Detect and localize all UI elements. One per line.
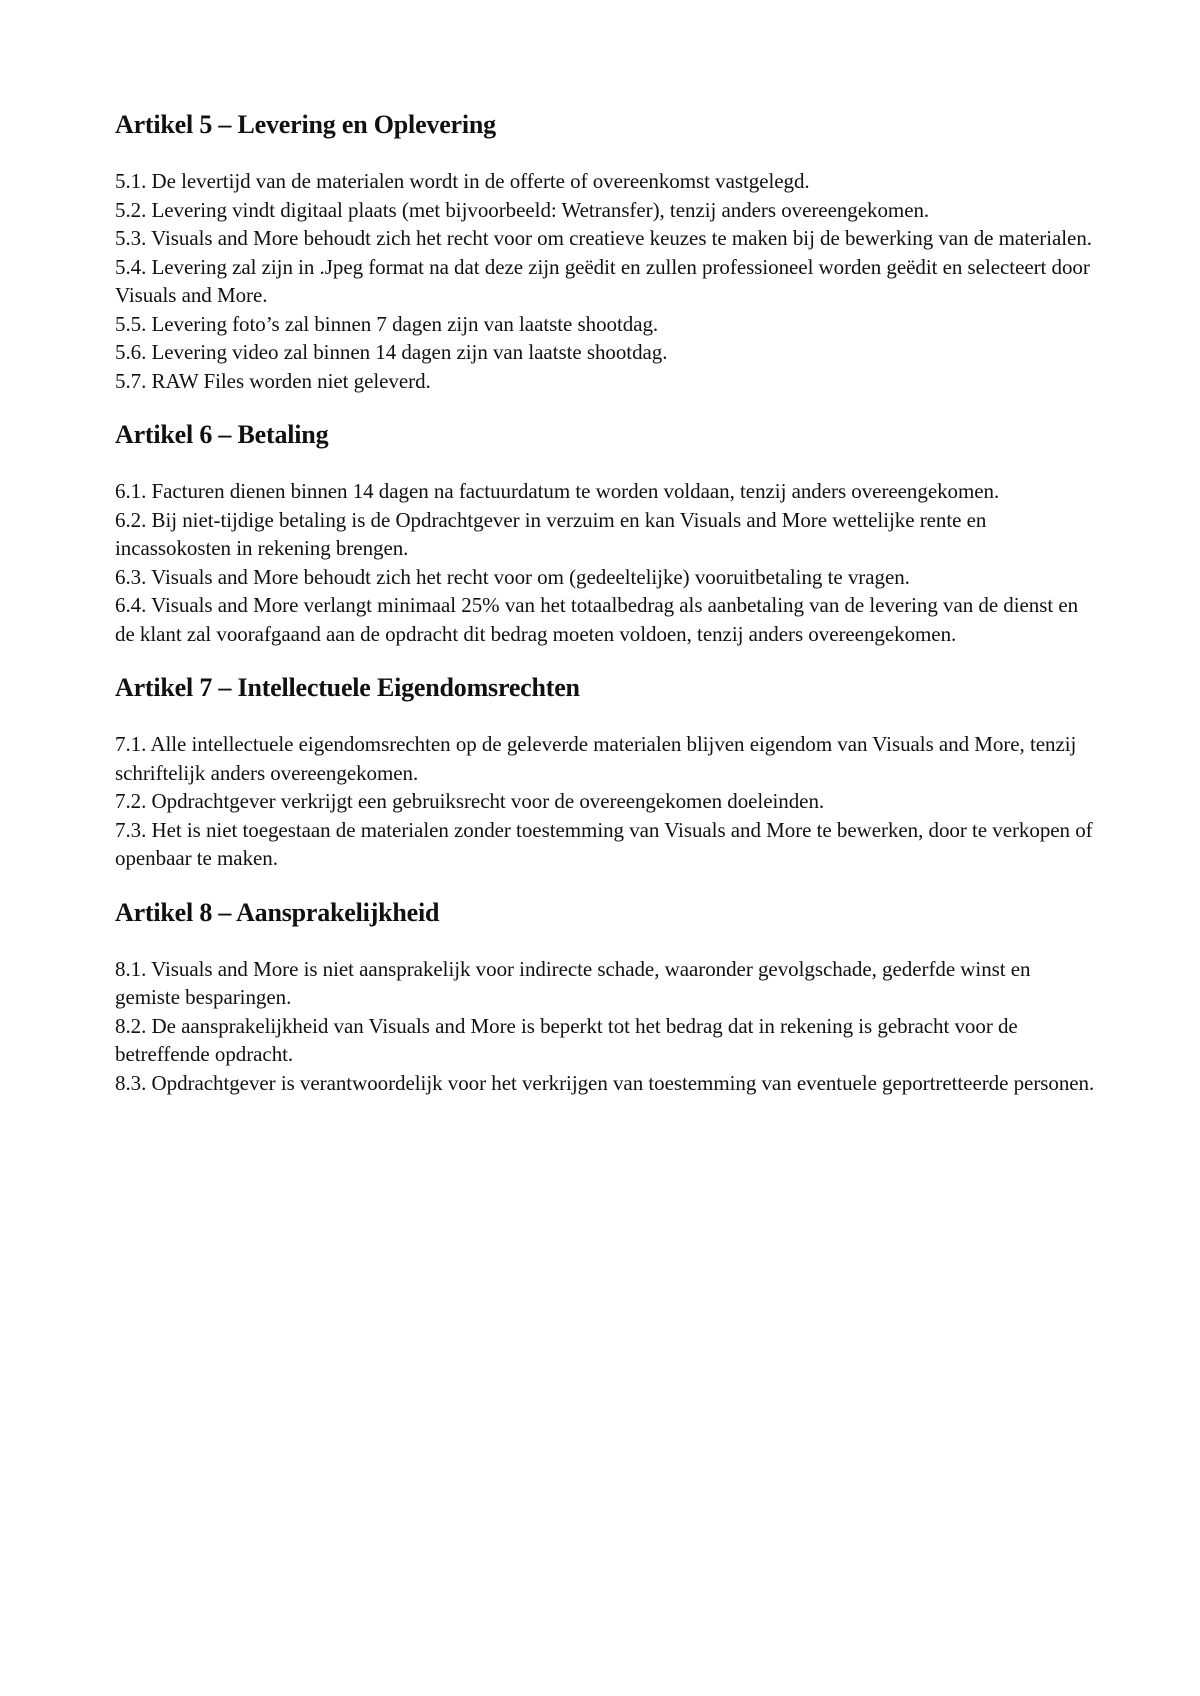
- article-heading: Artikel 5 – Levering en Oplevering: [115, 110, 496, 139]
- clause: 5.1. De levertijd van de materialen wordt in de offerte of overeenkomst vastgelegd.: [115, 169, 810, 193]
- clause: 8.2. De aansprakelijkheid van Visuals and More is beperkt tot het bedrag dat in rekening is gebracht voor de betreffende opdracht.: [115, 1013, 1018, 1066]
- clause: 8.1. Visuals and More is niet aansprakelijk voor indirecte schade, waaronder gevolgschade, gederfde winst en gemiste besparingen.: [115, 956, 1031, 1009]
- clause-list: [115, 167, 1100, 395]
- clause-list: [115, 730, 1100, 873]
- clause-list: [115, 955, 1100, 1098]
- clause-list: [115, 477, 1100, 648]
- article-heading: Artikel 8 – Aansprakelijkheid: [115, 897, 440, 927]
- clause: 7.1. Alle intellectuele eigendomsrechten op de geleverde materialen blijven eigendom van Visuals and More, tenzij schriftelijk anders overeengekomen.: [115, 732, 1077, 785]
- section-artikel-8: [115, 893, 1100, 1098]
- clause: 6.1. Facturen dienen binnen 14 dagen na factuurdatum te worden voldaan, tenzij anders overeengekomen.: [115, 479, 1000, 503]
- clause: 7.3. Het is niet toegestaan de materialen zonder toestemming van Visuals and More te bewerken, door te verkopen of openbaar te maken.: [115, 817, 1093, 870]
- section-artikel-6: [115, 415, 1100, 648]
- clause: 7.2. Opdrachtgever verkrijgt een gebruiksrecht voor de overeengekomen doeleinden.: [115, 789, 825, 813]
- document-page: [115, 105, 1100, 1117]
- clause: 6.2. Bij niet-tijdige betaling is de Opdrachtgever in verzuim en kan Visuals and More wettelijke rente en incassokosten in rekening brengen.: [115, 507, 987, 560]
- clause: 5.3. Visuals and More behoudt zich het recht voor om creatieve keuzes te maken bij de bewerking van de materialen.: [115, 226, 1092, 250]
- clause: 6.4. Visuals and More verlangt minimaal 25% van het totaalbedrag als aanbetaling van de levering van de dienst en de klant zal voorafgaand aan de opdracht dit bedrag moeten voldoen, tenzij anders overeengekomen.: [115, 593, 1079, 646]
- article-heading: Artikel 7 – Intellectuele Eigendomsrechten: [115, 673, 580, 702]
- clause: 5.5. Levering foto’s zal binnen 7 dagen zijn van laatste shootdag.: [115, 311, 659, 336]
- section-artikel-7: [115, 668, 1100, 873]
- clause: 5.4. Levering zal zijn in .Jpeg format na dat deze zijn geëdit en zullen professioneel worden geëdit en selecteert door Visuals and More.: [115, 254, 1090, 307]
- clause: 8.3. Opdrachtgever is verantwoordelijk voor het verkrijgen van toestemming van eventuele geportretteerde personen.: [115, 1070, 1095, 1095]
- section-artikel-5: [115, 105, 1100, 395]
- article-heading: Artikel 6 – Betaling: [115, 420, 329, 449]
- clause: 6.3. Visuals and More behoudt zich het recht voor om (gedeeltelijke) vooruitbetaling te vragen.: [115, 564, 910, 589]
- clause: 5.6. Levering video zal binnen 14 dagen zijn van laatste shootdag.: [115, 340, 668, 364]
- clause: 5.2. Levering vindt digitaal plaats (met bijvoorbeeld: Wetransfer), tenzij anders overeengekomen.: [115, 197, 930, 222]
- clause: 5.7. RAW Files worden niet geleverd.: [115, 368, 431, 393]
